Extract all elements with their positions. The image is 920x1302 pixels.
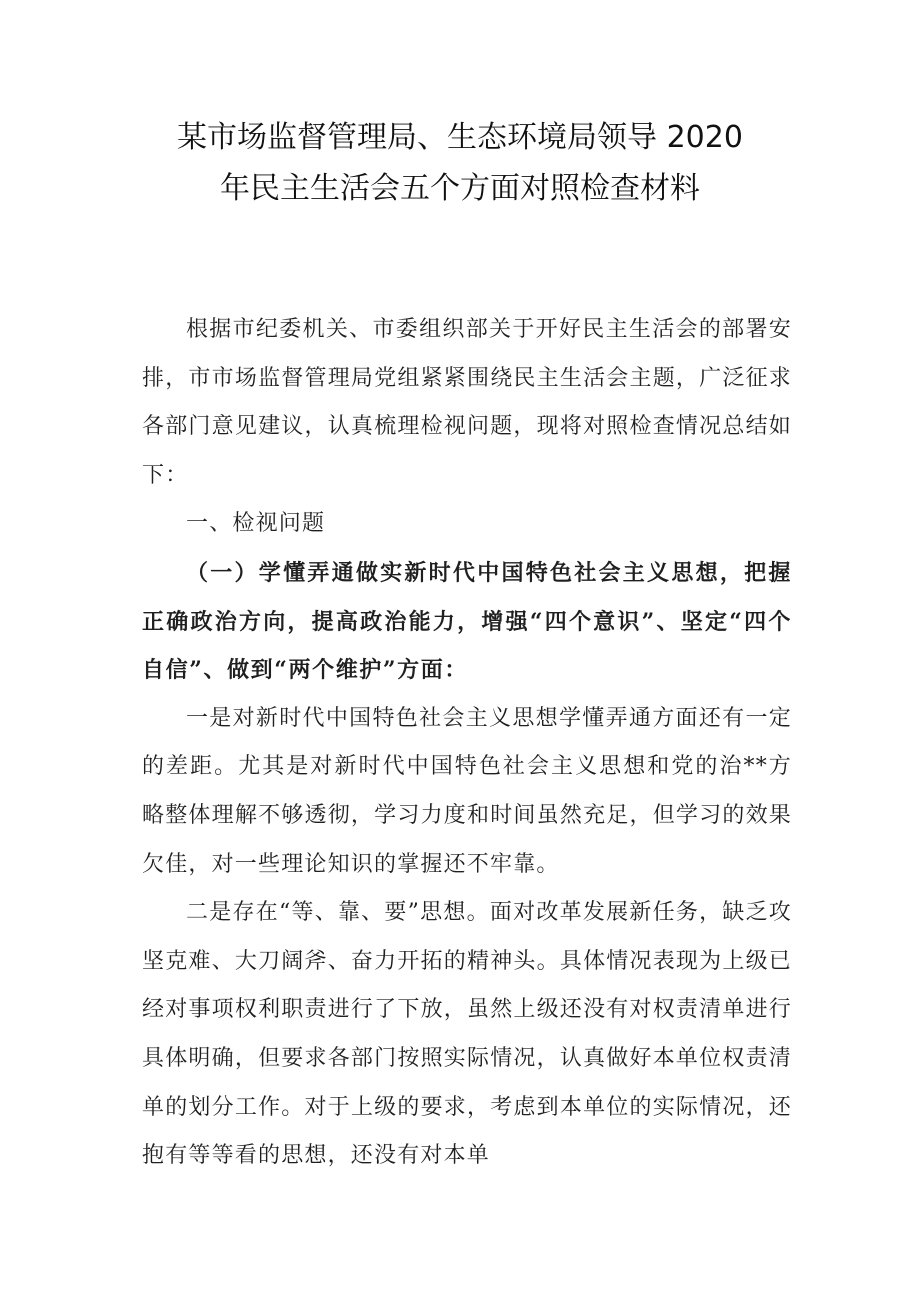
document-title-line-2: 年民主生活会五个方面对照检查材料	[220, 171, 700, 206]
document-body	[142, 306, 792, 1181]
document-title	[0, 112, 920, 214]
point-paragraph-2: 二是存在“等、靠、要”思想。面对改革发展新任务，缺乏攻坚克难、大刀阔斧、奋力开拓的精神头。具体情况表现为上级已经对事项权利职责进行了下放，虽然上级还没有对权责清单进行具体明确，但要求各部门按照实际情况，认真做好本单位权责清单的划分工作。对于上级的要求，考虑到本单位的实际情况，还抱有等等看的思想，还没有对本单	[142, 900, 792, 1169]
point-paragraph-1: 一是对新时代中国特色社会主义思想学懂弄通方面还有一定的差距。尤其是对新时代中国特色社会主义思想和党的治**方略整体理解不够透彻，学习力度和时间虽然充足，但学习的效果欠佳，对一些理论知识的掌握还不牢靠。	[142, 705, 792, 877]
section-heading-review-issues: 一、检视问题	[186, 511, 326, 537]
subsection-heading-1: （一）学懂弄通做实新时代中国特色社会主义思想，把握正确政治方向，提高政治能力，增强“四个意识”、坚定“四个自信”、做到“两个维护”方面：	[142, 559, 792, 684]
document-title-line-1: 某市场监督管理局、生态环境局领导 2020	[177, 120, 743, 155]
intro-paragraph: 根据市纪委机关、市委组织部关于开好民主生活会的部署安排，市市场监督管理局党组紧紧围绕民主生活会主题，广泛征求各部门意见建议，认真梳理检视问题，现将对照检查情况总结如下：	[142, 317, 792, 488]
